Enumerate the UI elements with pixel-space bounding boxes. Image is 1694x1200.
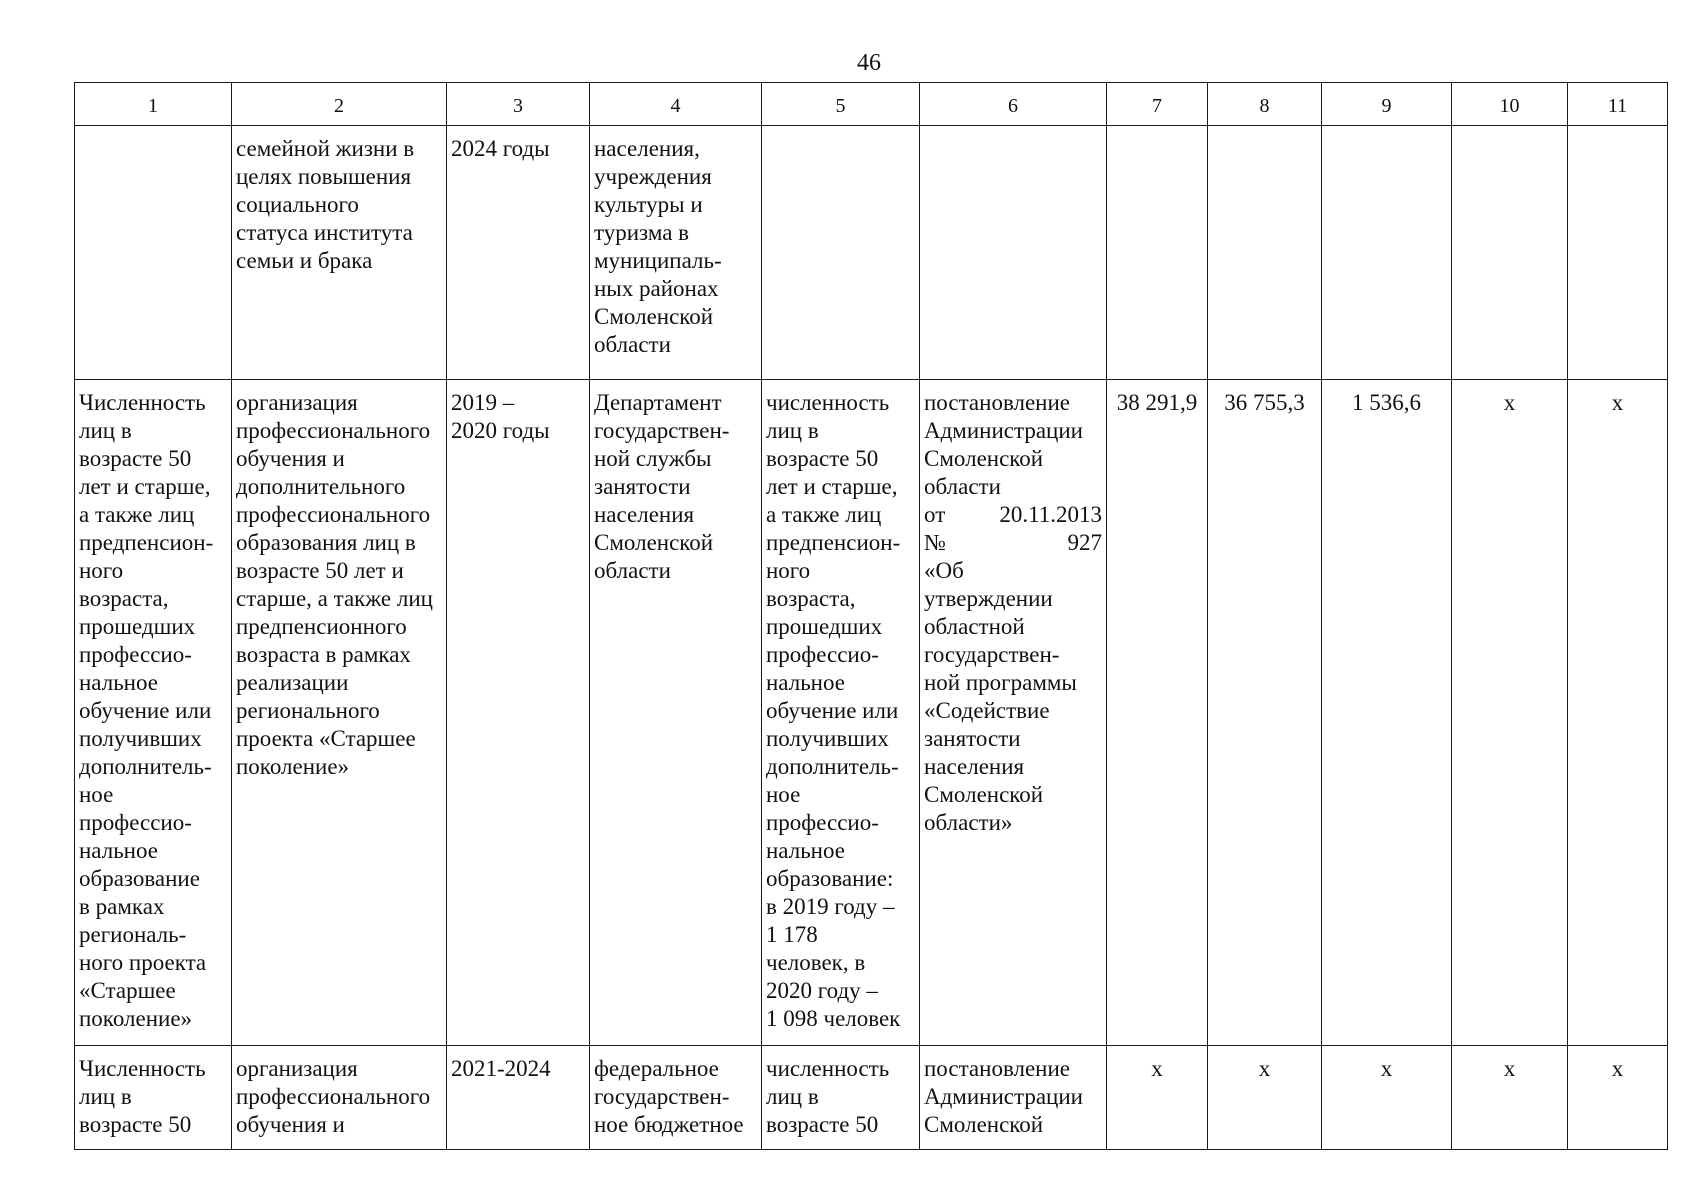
- amount-cell: х: [1568, 380, 1668, 1046]
- legal-act-from: от: [924, 502, 946, 527]
- column-number-row: [75, 83, 1668, 126]
- period-cell: 2019 – 2020 годы: [447, 380, 590, 1046]
- amount-cell: х: [1452, 380, 1568, 1046]
- program-table: [74, 82, 1668, 1150]
- indicator-cell: Численность лиц в возрасте 50 лет и старше, а также лиц предпенсион- ного возраста, прошедших профессио- нальное обучение или получивших дополнитель- ное профессио- нальное образование в рамках региональ- ного проекта «Старшее поколение»: [75, 380, 232, 1046]
- column-number: 5: [762, 83, 920, 126]
- legal-act-name: «Об утверждении областной государствен- ной программы «Содействие занятости населения Смоленской области»: [924, 558, 1077, 835]
- column-number: 10: [1452, 83, 1568, 126]
- amount-cell: х: [1452, 1046, 1568, 1150]
- amount-cell: [1322, 126, 1452, 380]
- column-number: 4: [590, 83, 762, 126]
- table-row: [75, 126, 1668, 380]
- result-cell: [762, 126, 920, 380]
- column-number: 8: [1208, 83, 1322, 126]
- amount-cell: [1452, 126, 1568, 380]
- column-number: 2: [232, 83, 447, 126]
- amount-cell: х: [1568, 1046, 1668, 1150]
- column-number: 1: [75, 83, 232, 126]
- executor-cell: Департамент государствен- ной службы занятости населения Смоленской области: [590, 380, 762, 1046]
- activity-cell: семейной жизни в целях повышения социального статуса института семьи и брака: [232, 126, 447, 380]
- amount-cell: [1568, 126, 1668, 380]
- legal-act-date: 20.11.2013: [999, 502, 1102, 527]
- amount-cell: 36 755,3: [1208, 380, 1322, 1046]
- legal-act-cell: [920, 126, 1107, 380]
- amount-cell: х: [1107, 1046, 1208, 1150]
- column-number: 11: [1568, 83, 1668, 126]
- column-number: 9: [1322, 83, 1452, 126]
- period-cell: 2021-2024: [447, 1046, 590, 1150]
- amount-cell: х: [1208, 1046, 1322, 1150]
- legal-act-date-line: [924, 501, 1102, 529]
- amount-cell: [1107, 126, 1208, 380]
- result-cell: численность лиц в возрасте 50: [762, 1046, 920, 1150]
- legal-act-number: 927: [1067, 530, 1102, 555]
- legal-act-title: постановление Администрации Смоленской области: [924, 390, 1083, 499]
- indicator-cell: Численность лиц в возрасте 50: [75, 1046, 232, 1150]
- period-cell: 2024 годы: [447, 126, 590, 380]
- activity-cell: организация профессионального обучения и дополнительного профессионального образования лиц в возрасте 50 лет и старше, а также лиц предпенсионного возраста в рамках реализации регионального проекта «Старшее поколение»: [232, 380, 447, 1046]
- indicator-cell: [75, 126, 232, 380]
- activity-cell: организация профессионального обучения и: [232, 1046, 447, 1150]
- column-number: 3: [447, 83, 590, 126]
- legal-act-number-line: [924, 529, 1102, 557]
- table-row: [75, 1046, 1668, 1150]
- page-number: 46: [857, 50, 881, 76]
- legal-act-cell: постановление Администрации Смоленской: [920, 1046, 1107, 1150]
- amount-cell: [1208, 126, 1322, 380]
- table-row: [75, 380, 1668, 1046]
- amount-cell: 1 536,6: [1322, 380, 1452, 1046]
- amount-cell: х: [1322, 1046, 1452, 1150]
- legal-act-cell: [920, 380, 1107, 1046]
- result-cell: численность лиц в возрасте 50 лет и старше, а также лиц предпенсион- ного возраста, прошедших профессио- нальное обучение или получивших дополнитель- ное профессио- нальное образование: в 2019 году – 1 178 человек, в 2020 году – 1 098 человек: [762, 380, 920, 1046]
- amount-cell: 38 291,9: [1107, 380, 1208, 1046]
- legal-act-number-sign: №: [924, 530, 946, 555]
- column-number: 7: [1107, 83, 1208, 126]
- executor-cell: населения, учреждения культуры и туризма в муниципаль- ных районах Смоленской области: [590, 126, 762, 380]
- column-number: 6: [920, 83, 1107, 126]
- executor-cell: федеральное государствен- ное бюджетное: [590, 1046, 762, 1150]
